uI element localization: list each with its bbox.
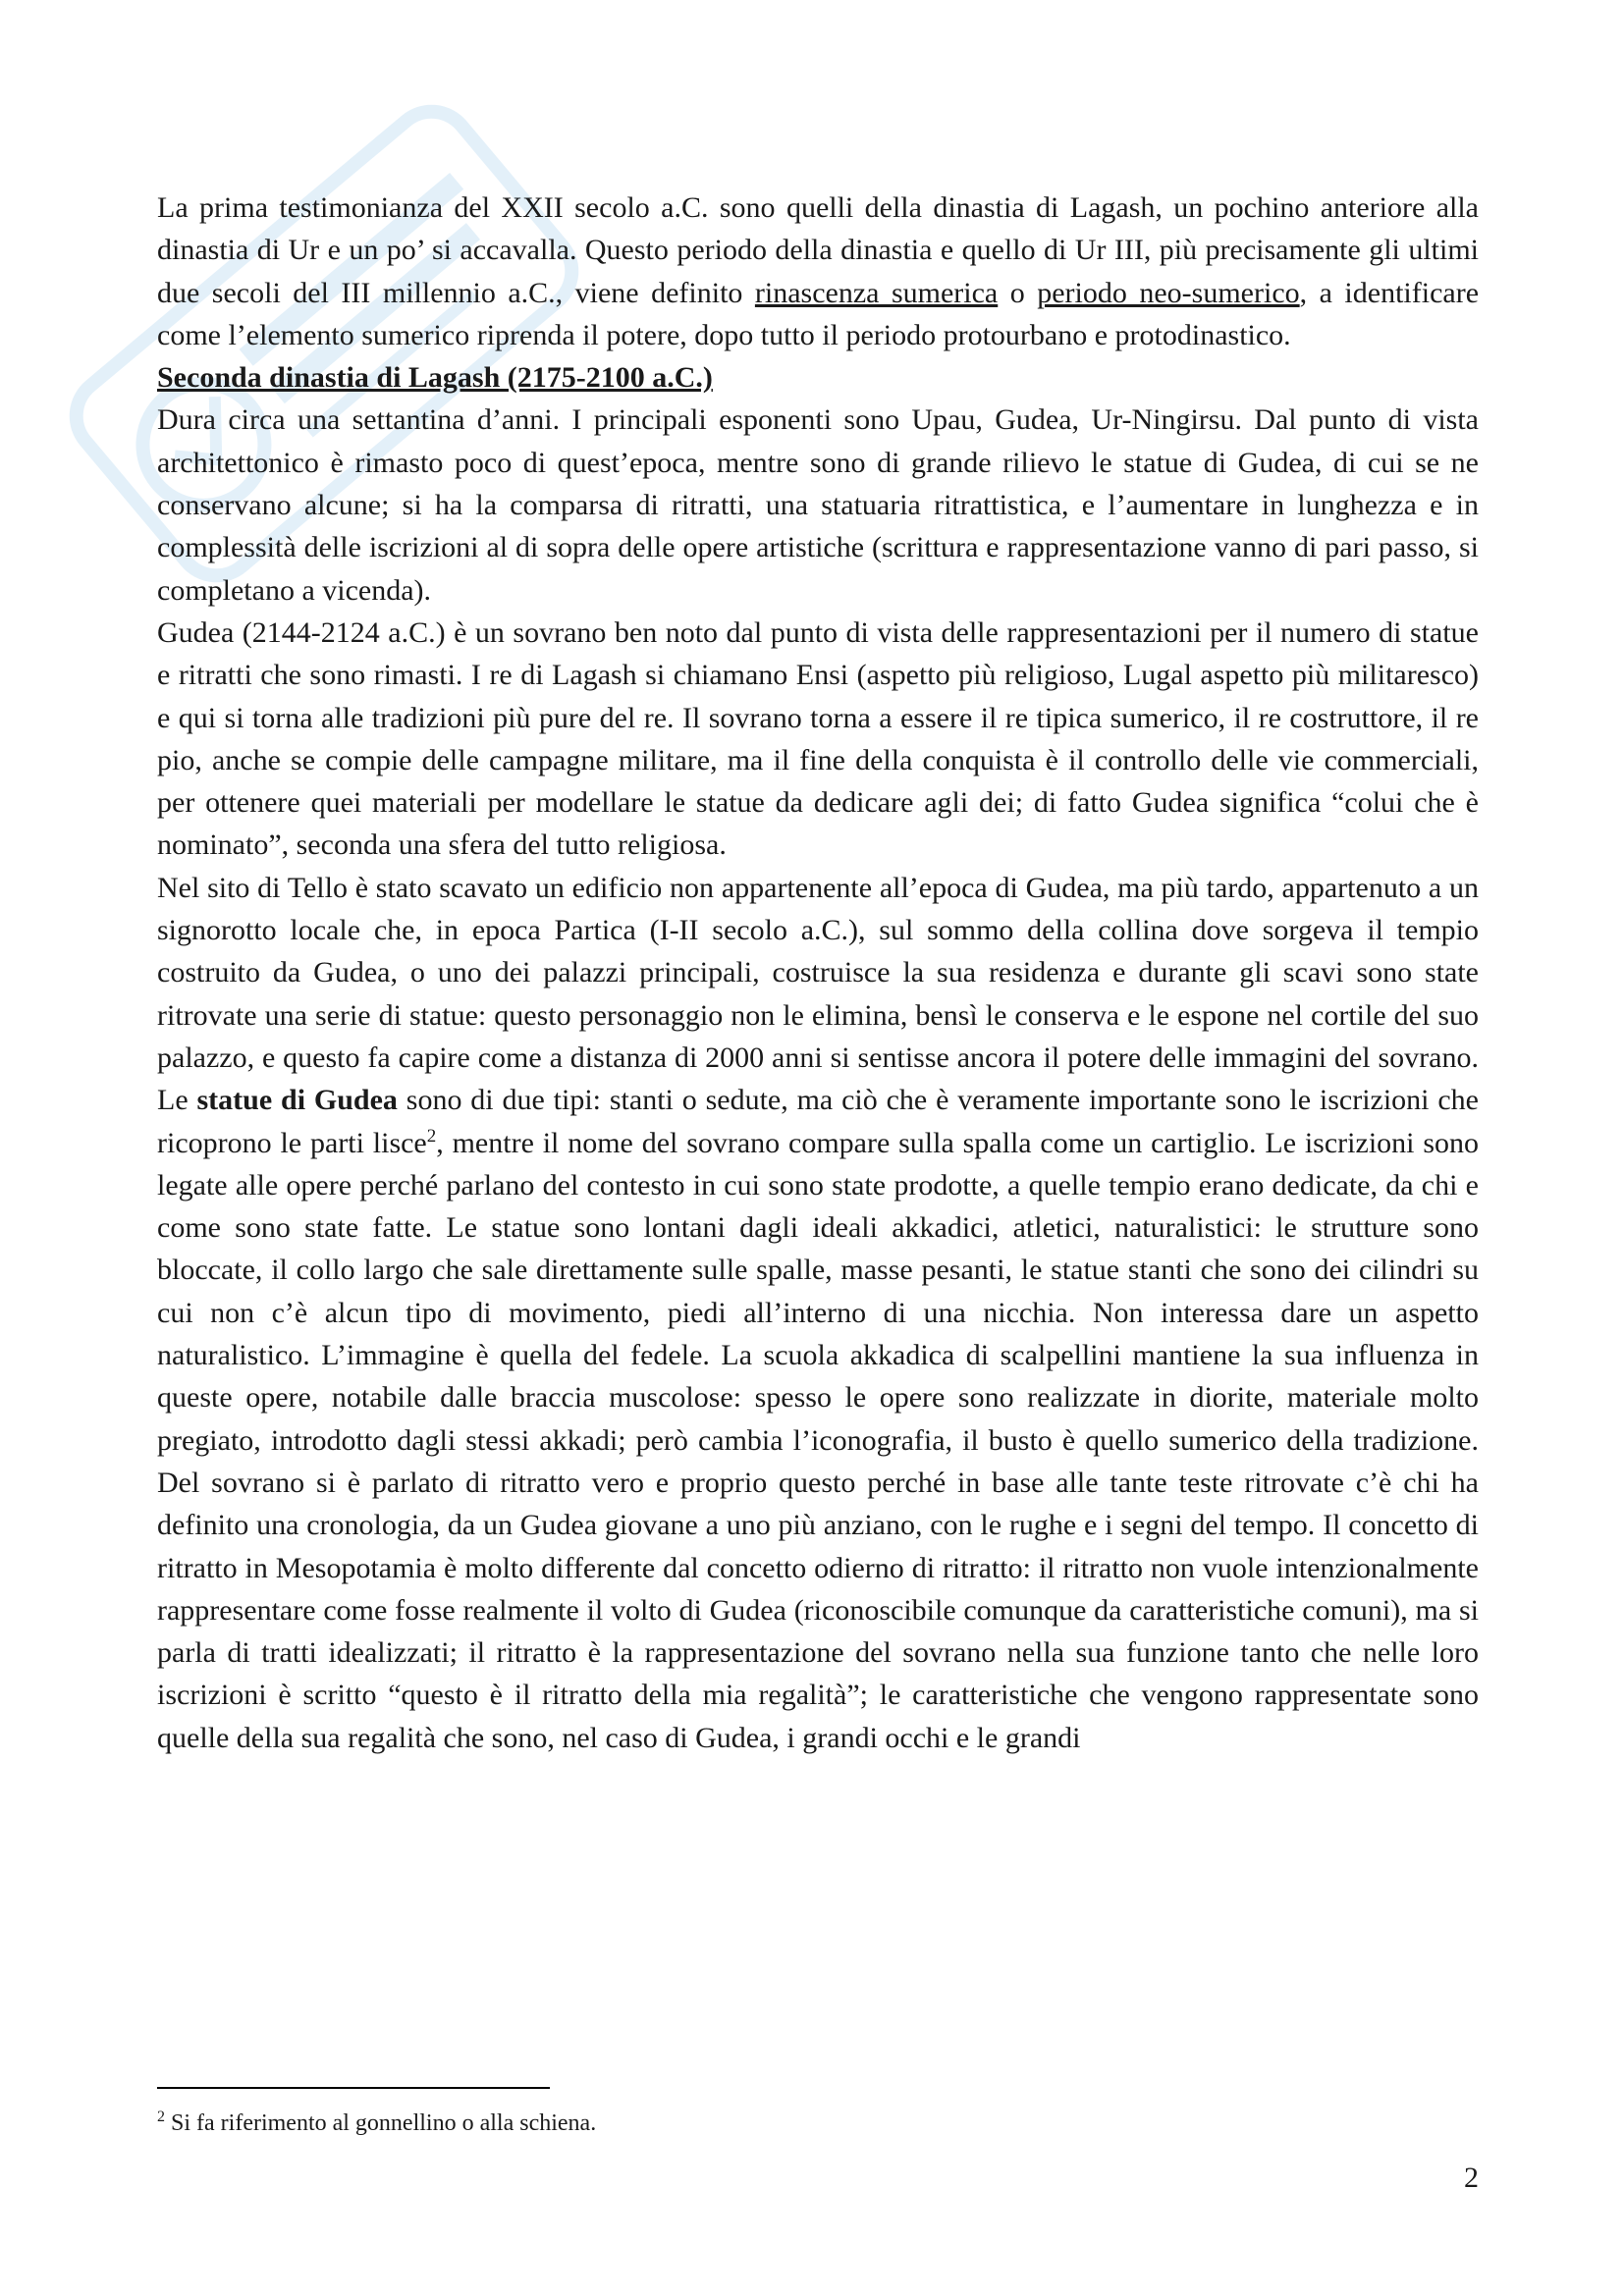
paragraph-dinastia: Dura circa una settantina d’anni. I principali esponenti sono Upau, Gudea, Ur-Ningirsu. Dal punto di vista architettonico è rimasto poco di quest’epoca, mentre sono di grande rilievo le statue di Gudea, di cui se ne conservano alcune; si ha la comparsa di ritratti, una statuaria ritrattistica, e l’aumentare in lunghezza e in complessità delle iscrizioni al di sopra delle opere artistiche (scrittura e rappresentazione vanno di pari passo, si completano a vicenda). bbox=[157, 403, 1479, 607]
paragraph-tello: Nel sito di Tello è stato scavato un edificio non appartenente all’epoca di Gudea, ma più tardo, appartenuto a un signorotto locale che, in epoca Partica (I-II secolo a.C.), sul sommo della collina dove sorgeva il tempio costruito da Gudea, o uno dei palazzi principali, costruisce la sua residenza e durante gli scavi sono state ritrovate una serie di statue: questo personaggio non le elimina, bensì le conserva e le espone nel cortile del suo palazzo, e questo fa capire come a distanza di 2000 anni si sentisse ancora il potere delle immagini del sovrano. Le statue di Gudea sono di due tipi: stanti o sedute, ma ciò che è veramente importante sono le iscrizioni che ricoprono le parti lisce$^2$, mentre il nome del sovrano compare sulla spalla come un cartiglio. Le iscrizioni sono legate alle opere perché parlano del contesto in cui sono state prodotte, a quelle tempio erano dedicate, da chi e come sono state fatte. Le statue sono lontani dagli ideali akkadici, atletici, naturalistici: le strutture sono bloccate, il collo largo che sale direttamente sulle spalle, masse pesanti, le statue stanti che sono dei cilindri su cui non c’è alcun tipo di movimento, piedi all’interno di una nicchia. Non interessa dare un aspetto naturalistico. L’immagine è quella del fedele. La scuola akkadica di scalpellini mantiene la sua influenza in queste opere, notabile dalle braccia muscolose: spesso le opere sono realizzate in diorite, materiale molto pregiato, introdotto dagli stessi akkadi; però cambia l’iconografia, il busto è quello sumerico della tradizione. Del sovrano si è parlato di ritratto vero e proprio questo perché in base alle tante teste ritrovate c’è chi ha definito una cronologia, da un Gudea giovane a uno più anziano, con le rughe e i segni del tempo. Il concetto di ritratto in Mesopotamia è molto differente dal concetto odierno di ritratto: il ritratto non vuole intenzionalmente rappresentare come fosse realmente il volto di Gudea (riconoscibile comunque da caratteristiche comuni), ma si parla di tratti idealizzati; il ritratto è la rappresentazione del sovrano nella sua funzione tanto che nelle loro iscrizioni è scritto “questo è il ritratto della mia regalità”; le caratteristiche che vengono rappresentate sono quelle della sua regalità che sono, nel caso di Gudea, i grandi occhi e le grandi bbox=[157, 871, 1480, 1754]
term-rinascenza-sumerica: rinascenza sumerica bbox=[754, 276, 999, 309]
section-heading: Seconda dinastia di Lagash (2175-2100 a.C.) bbox=[157, 361, 713, 395]
paragraph-intro: La prima testimonianza del XXII secolo a.C. sono quelli della dinastia di Lagash, un pochino anteriore alla dinastia di Ur e un po’ si accavalla. Questo periodo della dinastia e quello di Ur III, più precisamente gli ultimi due secoli del III millennio a.C., viene definito rinascenza sumerica o periodo neo-sumerico, a identificare come l’elemento sumerico riprenda il potere, dopo tutto il periodo protourbano e protodinastico. bbox=[157, 191, 1480, 351]
footnote-number: 2 bbox=[157, 2109, 165, 2125]
footnote-divider bbox=[157, 2087, 550, 2089]
paragraph-gudea: Gudea (2144-2124 a.C.) è un sovrano ben noto dal punto di vista delle rappresentazioni per il numero di statue e ritratti che sono rimasti. I re di Lagash si chiamano Ensi (aspetto più religioso, Lugal aspetto più militaresco) e qui si torna alle tradizioni più pure del re. Il sovrano torna a essere il re tipica sumerico, il re costruttore, il re pio, anche se compie delle campagne militare, ma il fine della conquista è il controllo delle vie commerciali, per ottenere quei materiali per modellare le statue da dedicare agli dei; di fatto Gudea significa “colui che è nominato”, seconda una sfera del tutto religiosa. bbox=[157, 615, 1479, 862]
footnote-text: Si fa riferimento al gonnellino o alla schiena. bbox=[165, 2110, 597, 2136]
bold-statue-di-gudea: statue di Gudea bbox=[196, 1084, 398, 1117]
document-body bbox=[157, 187, 1479, 1759]
page-number: 2 bbox=[1464, 2162, 1479, 2194]
footnote bbox=[157, 2109, 596, 2138]
footnote-ref: 2 bbox=[426, 1125, 437, 1147]
term-periodo-neo-sumerico: periodo neo-sumerico bbox=[1037, 276, 1300, 309]
